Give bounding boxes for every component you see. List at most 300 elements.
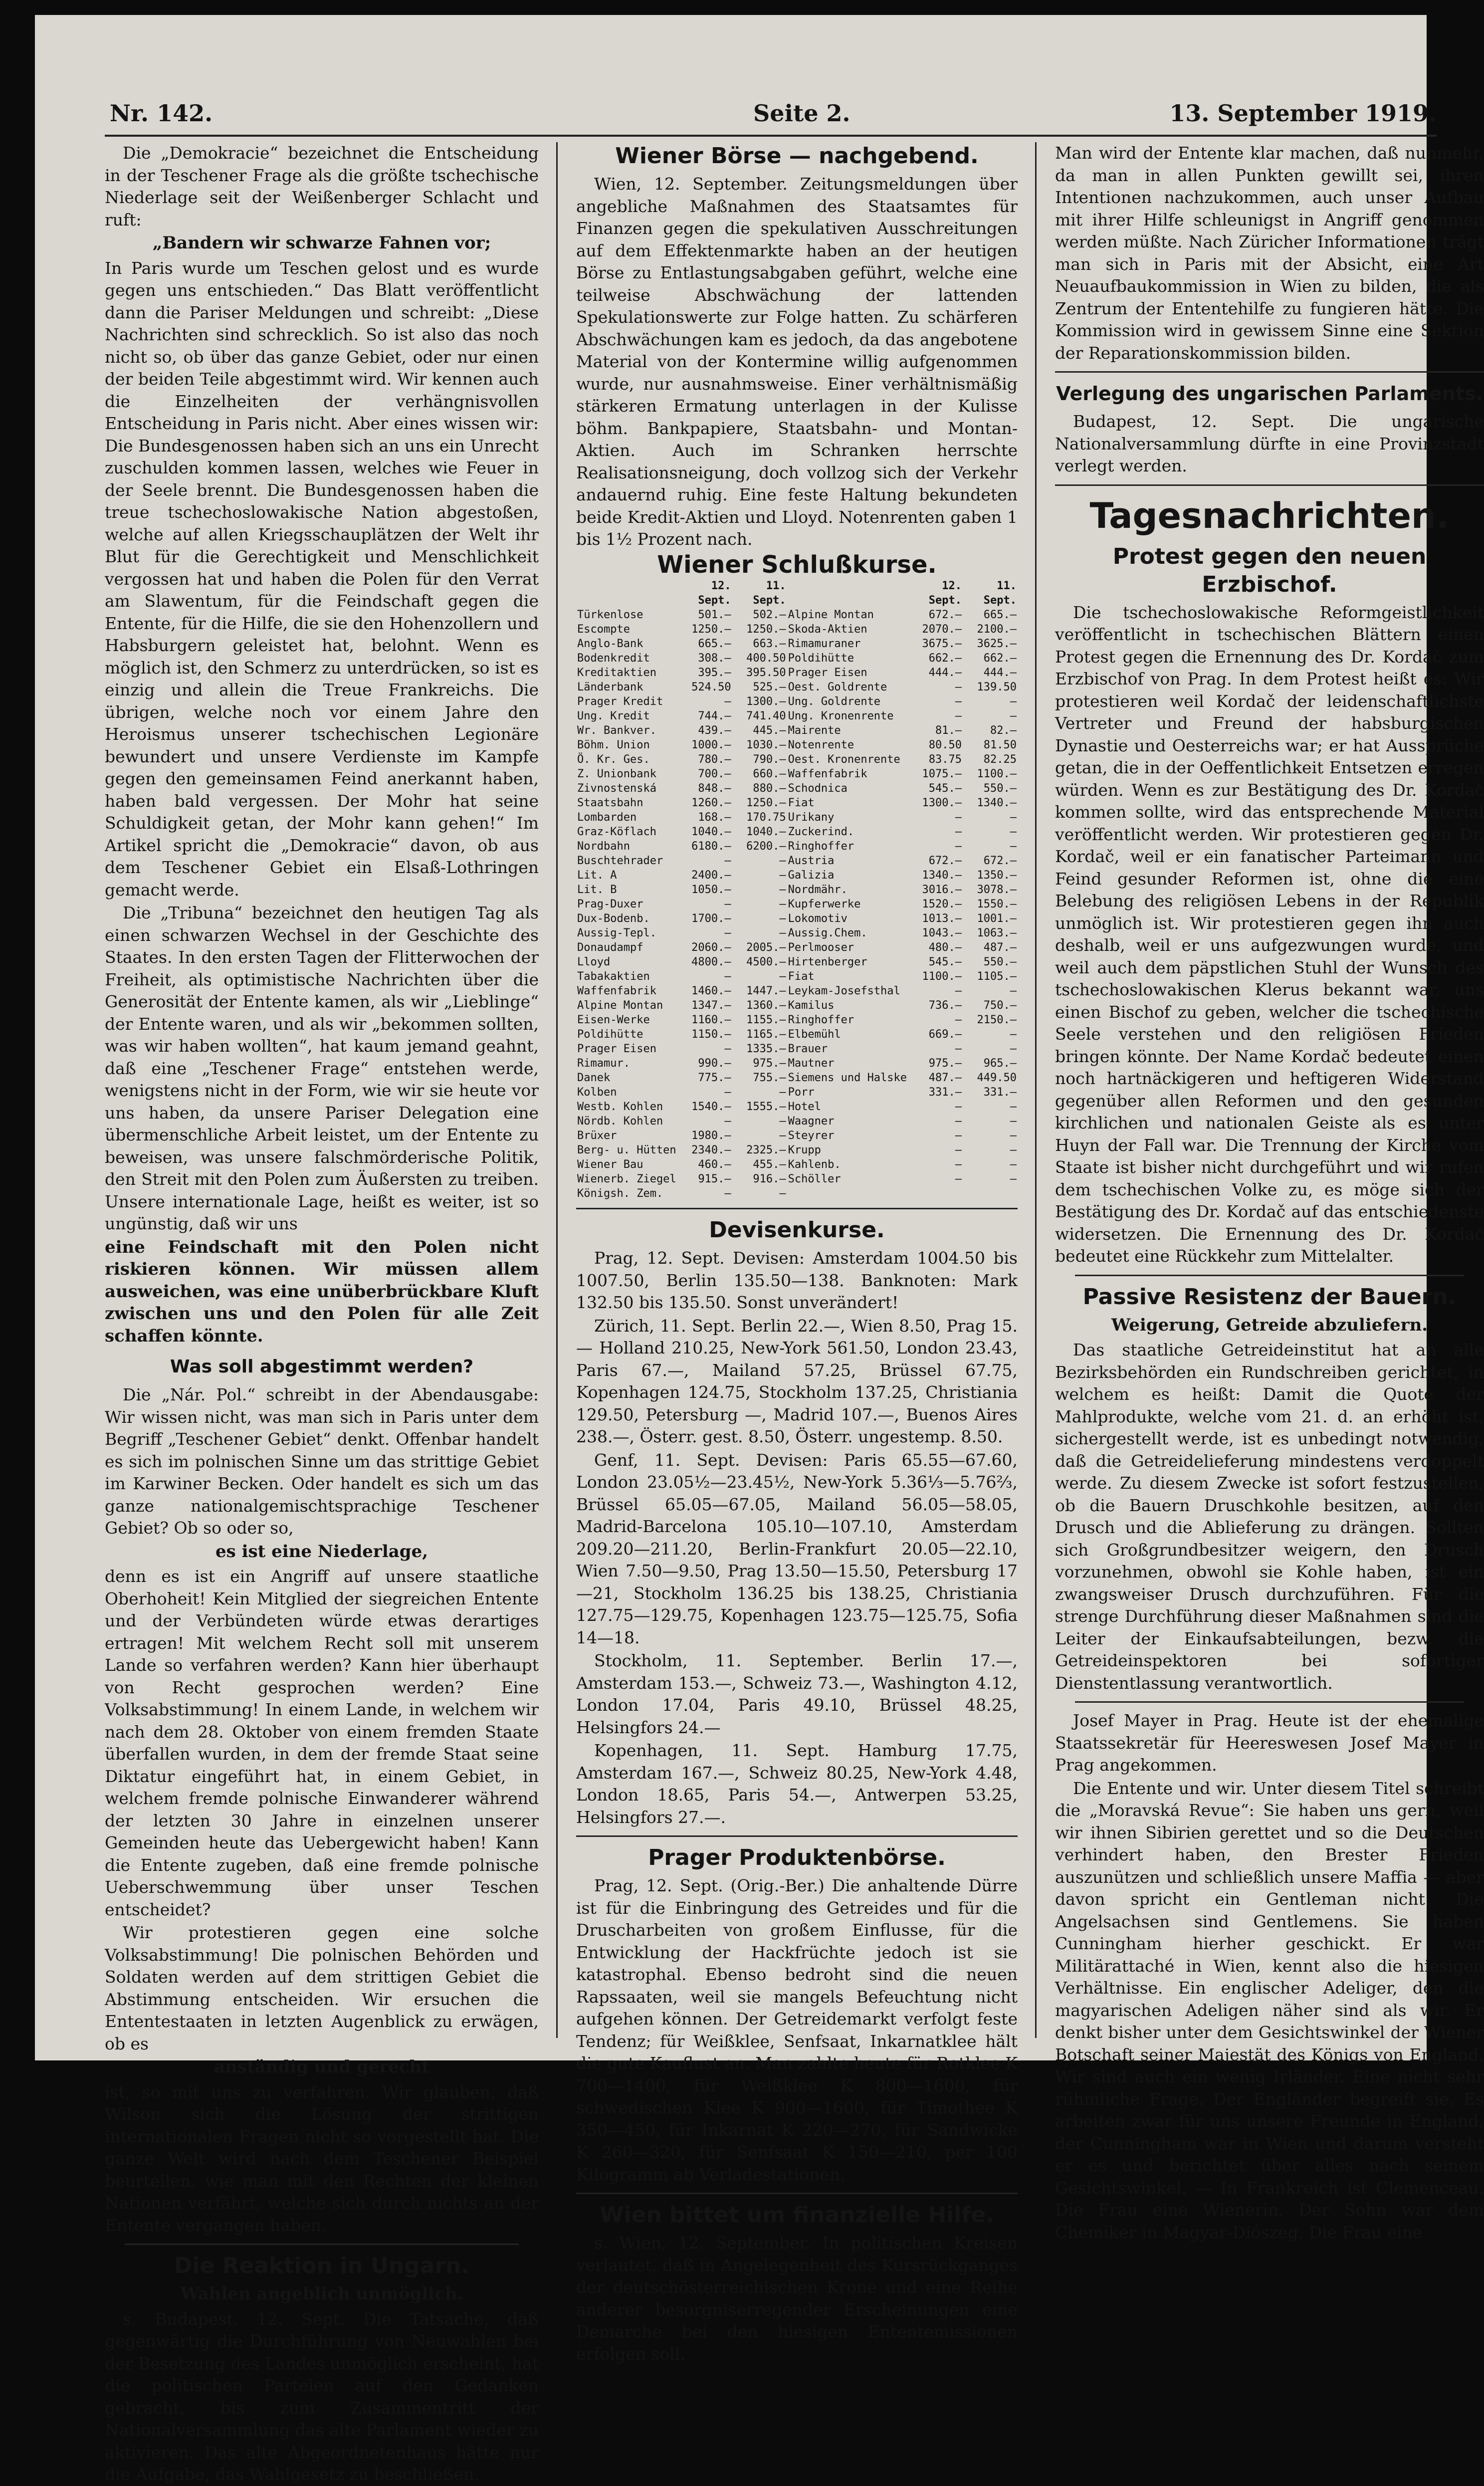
stock-price: — — [779, 912, 786, 925]
table-row — [576, 1157, 1018, 1172]
currency-report: Zürich, 11. Sept. Berlin 22.—, Wien 8.50, Prag 15.— Holland 210.25, New-York 561.50, London 23.43, Paris 67.—, Mailand 57.25, Brüssel 67.75, Kopenhagen 124.75, Stockholm 137.25, Christiania 129.50, Petersburg —, Madrid 107.—, Buenos Aires 238.—, Österr. gest. 8.50, Österr. ungestemp. 8.50. — [576, 1316, 1018, 1446]
stock-name: Aussig.Chem. — [788, 927, 867, 939]
stock-name — [787, 1186, 908, 1201]
stock-price: 755.— — [753, 1072, 786, 1084]
stock-price: 1340.— — [977, 797, 1017, 809]
stock-price: 139.50 — [977, 681, 1017, 693]
stock-name: Kolben — [577, 1086, 617, 1099]
stock-name: Donaudampf — [577, 941, 643, 954]
stock-price: — — [955, 681, 962, 693]
stock-name: Zuckerind. — [788, 826, 854, 838]
stock-name: Lombarden — [577, 811, 637, 824]
table-row — [576, 637, 1018, 651]
stock-price: 6180.— — [691, 840, 731, 853]
stock-price: — — [1010, 1158, 1017, 1171]
stock-price: — — [724, 1115, 731, 1128]
headline: Protest gegen den neuen Erzbischof. — [1112, 543, 1427, 597]
subheading: es ist eine Niederlage, — [215, 1541, 428, 1562]
stock-price: 1700.— — [691, 912, 731, 925]
stock-name: Ung. Kredit — [577, 710, 650, 722]
stock-name: Böhm. Union — [577, 739, 650, 751]
stock-price: 2325.— — [746, 1144, 786, 1156]
stock-price: 82.25 — [983, 753, 1017, 766]
stock-price: — — [1010, 1028, 1017, 1041]
stock-price: 81.50 — [983, 739, 1017, 751]
stock-price: 2070.— — [922, 623, 962, 636]
stock-price: — — [724, 1086, 731, 1099]
article-text: Wien, 12. September. Zeitungsmeldungen über angebliche Maßnahmen des Staatsamtes für Finanzen gegen die spekulativen Ausschreitungen auf dem Effektenmarkte haben an der heutigen Börse zu Entlastungsabgaben geführt, welche eine teilweise Abschwächung der lattenden Spekulationswerte zur Folge hatten. Zu schärferen Abschwächungen kam es jedoch, da das angebotene Material von der Kontermine willig aufgenommen wurde, nur ausnahmsweise. Einer verhältnismäßig stärkeren Ermatung unterlagen in der Kulisse böhm. Bankpapiere, Staatsbahn- und Montan-Aktien. Auch im Schranken herrschte Realisationsneigung, doch vollzog sich der Verkehr andauernd ruhig. Eine feste Haltung bekundeten beide Kredit-Aktien und Lloyd. Notenrenten gaben 1 bis 1½ Prozent nach. — [576, 174, 1018, 549]
stock-name: Hirtenberger — [788, 956, 867, 968]
stock-price: 665.— — [698, 638, 731, 650]
table-row — [576, 694, 1018, 709]
stock-name: Brauer — [788, 1043, 828, 1055]
stock-price: — — [955, 840, 962, 853]
stock-price: 449.50 — [977, 1072, 1017, 1084]
stock-name: Ringhoffer — [788, 840, 854, 853]
stock-name: Kreditaktien — [577, 667, 656, 679]
stock-price: — — [1010, 695, 1017, 708]
stock-name: Prager Eisen — [577, 1043, 656, 1055]
stock-name: Leykam-Josefsthal — [788, 985, 900, 997]
stock-price: 1030.— — [746, 739, 786, 751]
stock-name: Oest. Goldrente — [788, 681, 887, 693]
stock-price: 1075.— — [922, 768, 962, 780]
stock-name: Dux-Bodenb. — [577, 912, 650, 925]
table-row — [576, 810, 1018, 825]
article-text: Die „Tribuna“ bezeichnet den heutigen Tag als einen schwarzen Wechsel in der Geschichte des Staates. In den ersten Tagen der Flitterwochen der Freiheit, als optimistische Nachrichten über die Generosität der Entente kamen, als wir „Lieblinge“ der Entente waren, und als wir „bekommen sollten, was wir haben wollten“, hat kaum jemand geahnt, daß eine „Teschener Frage“ entstehen werde, wenigstens nicht in der Form, wie wir sie heute vor uns haben, da unsere Pariser Delegation eine übermenschliche Arbeit leistet, um der Entente zu beweisen, was unsere falschmörderische Politik, den Streit mit den Polen zum Äußersten zu treiben. Unsere internationale Lage, heißt es weiter, ist so ungünstig, daß wir uns — [105, 903, 539, 1233]
stock-name: Waffenfabrik — [577, 985, 656, 997]
table-row — [576, 1013, 1018, 1027]
stock-price: 1460.— — [691, 985, 731, 997]
stock-name: Fiat — [788, 970, 815, 983]
table-row — [576, 839, 1018, 854]
stock-name: Wiener Bau — [577, 1158, 643, 1171]
stock-price: — — [955, 710, 962, 722]
table-row — [576, 940, 1018, 955]
stock-name: Ung. Kronenrente — [788, 710, 894, 722]
article-text: Die „Demokracie“ bezeichnet die Entscheidung in der Teschener Frage als die größte tschechische Niederlage seit der Weißenberger Schlacht und ruft: — [105, 143, 539, 229]
stock-price: 1000.— — [691, 739, 731, 751]
stock-price: 1540.— — [691, 1101, 731, 1113]
stock-price: 1155.— — [746, 1014, 786, 1026]
table-row — [576, 1100, 1018, 1114]
table-row — [576, 1186, 1018, 1201]
stock-name: Lit. A — [577, 869, 617, 882]
stock-name: Tabakaktien — [577, 970, 650, 983]
headline: Verlegung des ungarischen Parlaments. — [1056, 383, 1483, 405]
stock-name: Staatsbahn — [577, 797, 643, 809]
stock-price: — — [1010, 840, 1017, 853]
stock-price: — — [724, 1187, 731, 1200]
table-row — [576, 666, 1018, 680]
separator — [1075, 1275, 1464, 1276]
stock-price: — — [1010, 1173, 1017, 1185]
stock-price: — — [955, 1115, 962, 1128]
stock-name: Berg- u. Hütten — [577, 1144, 676, 1156]
stock-price: 1165.— — [746, 1028, 786, 1041]
stock-name: Steyrer — [788, 1130, 835, 1142]
stock-price: — — [779, 1187, 786, 1200]
article-text: Prag, 12. Sept. (Orig.-Ber.) Die anhaltende Dürre ist für die Einbringung des Getreides und für die Druscharbeiten von großem Einflusse, für die Entwicklung der Hackfrüchte jedoch ist sie katastrophal. Ebenso bedroht sind die neuen Rapssaaten, weil sie mangels Befeuchtung nicht aufgehen können. Der Getreidemarkt verfolgt feste Tendenz; für Weißklee, Senfsaat, Inkarnatklee hält die gute Kauflust an. Man zahlte heute für Rotklee K 700—1400, für Weißklee K 800—1600, für schwedischen Klee K 900—1600, für Timothee K 350—450, für Inkarnat K 220—270, für Sandwicke K 260—320, für Senfsaat K 150—210, per 100 Kilogramm ab Verladestationen. — [576, 1876, 1018, 2184]
stock-name: Eisen-Werke — [577, 1014, 650, 1026]
stock-name: Türkenlose — [577, 609, 643, 621]
table-row — [576, 1129, 1018, 1143]
stock-price: 3625.— — [977, 638, 1017, 650]
stock-price: 1150.— — [691, 1028, 731, 1041]
stock-price: — — [724, 695, 731, 708]
stock-price: 1340.— — [922, 869, 962, 882]
stock-price: 780.— — [698, 753, 731, 766]
stock-name: Kahlenb. — [788, 1158, 841, 1171]
stock-price: — — [1010, 985, 1017, 997]
stock-name: Z. Unionbank — [577, 768, 656, 780]
column-header: 11. Sept. — [753, 580, 786, 607]
table-header-row — [576, 579, 1018, 608]
article-text: Budapest, 12. Sept. Die ungarische Nationalversammlung dürfte in eine Provinzstadt verlegt werden. — [1055, 412, 1484, 475]
stock-price: 444.— — [928, 667, 962, 679]
stock-price: 545.— — [928, 782, 962, 795]
stock-name: Oest. Kronenrente — [788, 753, 900, 766]
table-row — [576, 767, 1018, 781]
stock-price: 545.— — [928, 956, 962, 968]
article-text: Die „Nár. Pol.“ schreibt in der Abendausgabe: Wir wissen nicht, was man sich in Paris unter dem Begriff „Teschener Gebiet“ denkt. Offenbar handelt es sich im polnischen Sinne um das strittige Gebiet im Karwiner Becken. Oder handelt es sich um das ganze nationalgemischtsprachige Teschener Gebiet? Ob so oder so, — [105, 1385, 539, 1538]
page-number: Seite 2. — [753, 100, 850, 127]
stock-name: Bodenkredit — [577, 652, 650, 665]
separator — [576, 1208, 1018, 1209]
stock-price: 744.— — [698, 710, 731, 722]
table-row — [576, 1114, 1018, 1129]
stock-price — [908, 1186, 963, 1201]
stock-name: Brüxer — [577, 1130, 617, 1142]
table-row — [576, 723, 1018, 738]
stock-name: Lloyd — [577, 956, 611, 968]
stock-price: 81.— — [935, 724, 962, 737]
stock-name: Buschtehrader — [577, 855, 663, 867]
stock-name: Skoda-Aktien — [788, 623, 867, 636]
stock-price: 480.— — [928, 941, 962, 954]
stock-price: 524.50 — [691, 681, 731, 693]
stock-price: 665.— — [983, 609, 1017, 621]
news-item: Die Entente und wir. Unter diesem Titel schreibt die „Moravská Revue“: Sie haben uns gern, weil wir ihnen Sibirien gerettet und so die Deutschen verhindert haben, den Brester Frieden auszunützen und schließlich unsere Maffia — aber davon spricht ein Gentleman nicht. Die Angelsachsen sind Gentlemens. Sie haben Cunningham hierher geschickt. Er war Militärattaché in Wien, kennt also die hiesigen Verhältnisse. Ein englischer Adeliger, den die magyarischen Adeligen näher sind als wir. Er denkt bisher unter dem Gesichtswinkel der Wiener Botschaft seiner Majestät des Königs von England. Wir sind auch ein wenig Irländer. Eine nicht sehr rühmliche Frage. Der Engländer begreift sie. Es arbeiten zwar für uns unsere Freunde in England, der Cunningham war in Wien und darum versteht er es und berichtet über alles nach seinem Gesichtswinkel. — In Frankreich ist Clemenceau. Die Frau eine Wienerin. Der Sohn war dem Chemiker in Magyar-Diószeg. Die Frau eine — [1055, 1778, 1484, 2242]
table-row — [576, 984, 1018, 998]
stock-price: 501.— — [698, 609, 731, 621]
stock-name: Wr. Bankver. — [577, 724, 656, 737]
headline: Prager Produktenbörse. — [648, 1845, 946, 1870]
stock-price: 331.— — [983, 1086, 1017, 1099]
stock-name: Mairente — [788, 724, 841, 737]
table-row — [576, 969, 1018, 984]
stock-price: 460.— — [698, 1158, 731, 1171]
table-row — [576, 911, 1018, 926]
stock-name: Ö. Kr. Ges. — [577, 753, 650, 766]
stock-price: — — [724, 927, 731, 939]
stock-name: Perlmooser — [788, 941, 854, 954]
stock-price: 1050.— — [691, 884, 731, 896]
stock-price: 82.— — [990, 724, 1017, 737]
table-row — [576, 608, 1018, 622]
stock-price: — — [1010, 710, 1017, 722]
stock-price: 1013.— — [922, 912, 962, 925]
stock-price: 741.40 — [746, 710, 786, 722]
stock-price: 662.— — [928, 652, 962, 665]
stock-price: 550.— — [983, 956, 1017, 968]
stock-price: 445.— — [753, 724, 786, 737]
separator — [1055, 484, 1484, 486]
stock-price: 1105.— — [977, 970, 1017, 983]
stock-price: 3675.— — [922, 638, 962, 650]
stock-price: 990.— — [698, 1057, 731, 1070]
stock-price: 487.— — [983, 941, 1017, 954]
stock-name: Zivnostenská — [577, 782, 656, 795]
stock-name: Alpine Montan — [577, 999, 663, 1012]
separator — [125, 2244, 519, 2245]
headline: Wien bittet um finanzielle Hilfe. — [600, 2202, 994, 2228]
stock-name: Ringhoffer — [788, 1014, 854, 1026]
stock-price: 170.75 — [746, 811, 786, 824]
stock-price: — — [1010, 1043, 1017, 1055]
stock-price: 2005.— — [746, 941, 786, 954]
stock-price: — — [779, 927, 786, 939]
stock-price: 1520.— — [922, 898, 962, 910]
stock-price: 790.— — [753, 753, 786, 766]
stock-price: 550.— — [983, 782, 1017, 795]
stock-price: — — [1010, 1101, 1017, 1113]
stock-price: — — [779, 898, 786, 910]
stock-price: — — [955, 1043, 962, 1055]
stock-price: — — [779, 869, 786, 882]
stock-price: 331.— — [928, 1086, 962, 1099]
quote-heading: „Bandern wir schwarze Fahnen vor; — [152, 233, 491, 253]
stock-name: Galizia — [788, 869, 835, 882]
stock-name: Austria — [788, 855, 835, 867]
stock-name: Königsh. Zem. — [577, 1187, 663, 1200]
stock-price: 2340.— — [691, 1144, 731, 1156]
subheadline: Wahlen angeblich unmöglich. — [180, 2284, 463, 2304]
news-item: Josef Mayer in Prag. Heute ist der ehemalige Staatssekretär für Heereswesen Josef Mayer in Prag angekommen. — [1055, 1711, 1484, 1775]
table-row — [576, 897, 1018, 911]
stock-price: 736.— — [928, 999, 962, 1012]
section-title: Tagesnachrichten. — [1089, 495, 1450, 536]
stock-price: — — [724, 855, 731, 867]
stock-name: Aussig-Tepl. — [577, 927, 656, 939]
table-row — [576, 1042, 1018, 1056]
stock-price: — — [779, 1115, 786, 1128]
stock-name: Waagner — [788, 1115, 835, 1128]
stock-price: — — [1010, 1130, 1017, 1142]
stock-name: Schöller — [788, 1173, 841, 1185]
stock-price: 915.— — [698, 1173, 731, 1185]
stock-name: Nördb. Kohlen — [577, 1115, 663, 1128]
stock-name: Nordmähr. — [788, 884, 848, 896]
column-right — [1055, 142, 1484, 2242]
table-row — [576, 651, 1018, 666]
table-row — [576, 998, 1018, 1013]
stock-price: — — [779, 1130, 786, 1142]
stock-price: — — [1010, 1115, 1017, 1128]
article-text: s. Budapest, 12. Sept. Die Tatsache, daß gegenwärtig die Durchführung von Neuwahlen bei der Besetzung des Landes unmöglich erscheint, hat die politischen Parteien auf den Gedanken gebracht, bis zum Zusammentritt der Nationalversammlung das alte Parlament wieder zu aktivieren. Das alte Abgeordnetenhaus hätte nur die Aufgabe, das Wahlgesetz zu beschließen. — [105, 2309, 539, 2484]
stock-price: 168.— — [698, 811, 731, 824]
article-text: Die tschechoslowakische Reformgeistlichkeit veröffentlicht in tschechischen Blättern einen Protest gegen die Ernennung des Dr. Kordač zum Erzbischof von Prag. In dem Protest heißt es: Wir protestieren weil Kordač der leidenschaftlichste Vertreter und Freund der habsburgischen Dynastie und Oesterreichs war; er hat Aussprüche getan, die in der Oeffentlichkeit Entsetzen erregen würden. Wenn es zur Bestätigung des Dr. Kordač kommen sollte, wird das entsprechende Material veröffentlicht werden. Wir protestieren gegen Dr. Kordač, weil er ein fanatischer Parteimann und Feind gesunder Reformen ist, ohne die eine Belebung des religiösen Lebens in der Republik unmöglich ist. Wir protestieren gegen ihn auch deshalb, weil er uns aufgezwungen wurde, und weil auch dem päpstlichen Stuhl der Wunsch des tschechoslowakischen Klerus bekannt war, uns einen Bischof zu geben, welcher die tschechische Seele verstehen und den religiösen Frieden bringen könnte. Der Name Kordač bedeutet einen noch hartnäckigeren und heftigeren Widerstand gegenüber allen Reformen und den gesunden kirchlichen und nationalen Geiste als es unter Huyn der Fall war. Die Trennung der Kirche vom Staate ist bisher nicht durchgeführt und wir rufen dem tschechischen Volke zu, es möge sich der Bestätigung des Dr. Kordač auf das entschiedenste widersetzen. Die Ernennung des Dr. Kordač bedeutet eine Rückkehr zum Mittelalter. — [1055, 602, 1484, 1266]
stock-price: 1040.— — [746, 826, 786, 838]
stock-price: 1001.— — [977, 912, 1017, 925]
stock-price: 80.50 — [928, 739, 962, 751]
stock-price: — — [1010, 826, 1017, 838]
bold-statement: eine Feindschaft mit den Polen nicht riskieren können. Wir müssen allem ausweichen, was eine unüberbrückbare Kluft zwischen uns und den Polen für alle Zeit schaffen könnte. — [105, 1237, 539, 1346]
article-text: Wir protestieren gegen eine solche Volksabstimmung! Die polnischen Behörden und Soldaten werden auf dem strittigen Gebiet die Abstimmung entscheiden. Wir ersuchen die Ententestaaten in letzten Augenblick zu erwägen, ob es — [105, 1923, 539, 2053]
stock-price: 663.— — [753, 638, 786, 650]
issue-date: 13. September 1919. — [1169, 100, 1437, 127]
article-text: Man wird der Entente klar machen, daß nunmehr, da man in allen Punkten gewillt sei, ihren Intentionen nachzukommen, auch unser Aufbau mit ihrer Hilfe schleunigst in Angriff genommen werden müßte. Nach Züricher Informationen trägt man sich in Paris mit der Absicht, eine Art Neuaufbaukommission in Wien zu bilden, die als Zentrum der Ententehilfe zu fungieren hätte. Die Kommission wird in gewissem Sinne eine Sektion der Reparationskommission bilden. — [1055, 143, 1484, 363]
stock-price: 848.— — [698, 782, 731, 795]
stock-price: — — [779, 970, 786, 983]
stock-price: 6200.— — [746, 840, 786, 853]
stock-name: Rimamur. — [577, 1057, 630, 1070]
stock-price: 975.— — [753, 1057, 786, 1070]
stock-name: Anglo-Bank — [577, 638, 643, 650]
table-row — [576, 1056, 1018, 1071]
stock-price: 1347.— — [691, 999, 731, 1012]
stock-price: 1250.— — [746, 623, 786, 636]
stock-price: — — [955, 826, 962, 838]
headline: Die Reaktion in Ungarn. — [174, 2253, 470, 2278]
article-text: Das staatliche Getreideinstitut hat an alle Bezirksbehörden ein Rundschreiben gerichtet, in welchem es heißt: Damit die Quote der Mahlprodukte, welche vom 21. d. an erhöht ist, sichergestellt werde, ist es unbedingt notwendig, daß die Getreidelieferung mindestens verdoppelt werde. Zu diesem Zwecke ist sofort festzustellen, ob die Bauern Druschkohle besitzen, auf den Drusch und die Ablieferung zu drängen. Sollten sich Großgrundbesitzer weigern, den Drusch vorzunehmen, obwohl sie Kohle haben, ist ein zwangsweiser Drusch durchzuführen. Für die strenge Durchführung dieser Maßnahmen sind die Leiter der Einkaufsabteilungen, bezw. die Getreideinspektoren bei sofortiger Dienstentlassung verantwortlich. — [1055, 1340, 1484, 1693]
stock-price: — — [955, 1014, 962, 1026]
stock-price: 672.— — [928, 855, 962, 867]
stock-name: Elbemühl — [788, 1028, 841, 1041]
stock-price: 775.— — [698, 1072, 731, 1084]
stock-price: 1300.— — [746, 695, 786, 708]
stock-price: 4500.— — [746, 956, 786, 968]
stock-price: 672.— — [983, 855, 1017, 867]
stock-price: — — [1010, 811, 1017, 824]
stock-name: Poldihütte — [788, 652, 854, 665]
section-heading: Was soll abgestimmt werden? — [170, 1356, 474, 1377]
currency-report: Stockholm, 11. September. Berlin 17.—, Amsterdam 153.—, Schweiz 73.—, Washington 4.12, London 17.04, Paris 49.10, Brüssel 48.25, Helsingfors 24.— — [576, 1651, 1018, 1737]
stock-price: 700.— — [698, 768, 731, 780]
stock-price: — — [724, 970, 731, 983]
table-row — [576, 854, 1018, 868]
stock-name: Prag-Duxer — [577, 898, 643, 910]
subheading: anständig und gerecht — [214, 2057, 429, 2077]
table-row — [576, 796, 1018, 810]
stock-price: 1980.— — [691, 1130, 731, 1142]
stock-price: 525.— — [753, 681, 786, 693]
stock-name: Wienerb. Ziegel — [577, 1173, 676, 1185]
stock-price: 880.— — [753, 782, 786, 795]
stock-price: 669.— — [928, 1028, 962, 1041]
stock-price: 1350.— — [977, 869, 1017, 882]
stock-name: Porr — [788, 1086, 815, 1099]
stock-price: 1360.— — [746, 999, 786, 1012]
stock-price: 1100.— — [977, 768, 1017, 780]
column-middle — [576, 142, 1018, 2364]
column-header: 12. Sept. — [698, 580, 731, 607]
stock-price: — — [779, 1086, 786, 1099]
stock-price: 439.— — [698, 724, 731, 737]
stock-name: Krupp — [788, 1144, 821, 1156]
stock-price: 4800.— — [691, 956, 731, 968]
article-text: denn es ist ein Angriff auf unsere staatliche Oberhoheit! Kein Mitglied der siegreichen Entente und der Verbündeten würde etwas derartiges ertragen! Mit welchem Recht soll mit unserem Lande so verfahren werden? Kann hier überhaupt von Recht gesprochen werden? Eine Volksabstimmung! In einem Lande, in welchem wir nach dem 28. Oktober von einem fremden Staate überfallen wurden, in dem der fremde Staat seine Diktatur eingeführt hat, in einem Gebiet, in welchem fremde polnische Einwanderer während der letzten 30 Jahre in einzelnen unserer Gemeinden heute das Uebergewicht haben! Kann die Entente zugeben, daß eine fremde polnische Ueberschwemmung über unser Teschen entscheidet? — [105, 1567, 539, 1919]
currency-report: Prag, 12. Sept. Devisen: Amsterdam 1004.50 bis 1007.50, Berlin 135.50—138. Banknoten: Mark 132.50 bis 135.50. Sonst unverändert! — [576, 1248, 1018, 1312]
stock-name: Waffenfabrik — [788, 768, 867, 780]
stock-price: 1040.— — [691, 826, 731, 838]
stock-name: Prager Eisen — [788, 667, 867, 679]
table-row — [576, 825, 1018, 839]
headline: Wiener Börse — nachgebend. — [615, 143, 979, 169]
stock-price — [963, 1186, 1018, 1201]
stock-price: 3078.— — [977, 884, 1017, 896]
stock-name: Notenrente — [788, 739, 854, 751]
stock-price: 395.50 — [746, 667, 786, 679]
stock-name: Lokomotiv — [788, 912, 848, 925]
separator — [1075, 1701, 1464, 1703]
stock-price: — — [955, 1173, 962, 1185]
stock-price: — — [955, 1101, 962, 1113]
stock-name: Poldihütte — [577, 1028, 643, 1041]
stock-price: 2150.— — [977, 1014, 1017, 1026]
stock-price: 1550.— — [977, 898, 1017, 910]
column-left — [105, 142, 539, 2484]
section-heading: Devisenkurse. — [709, 1217, 885, 1243]
column-rule-1 — [556, 142, 558, 2038]
stock-price: 1260.— — [691, 797, 731, 809]
table-row — [576, 926, 1018, 940]
stock-name: Länderbank — [577, 681, 643, 693]
article-text: ist, so mit uns zu verfahren. Wir glauben, daß Wilson sich die Lösung der strittigen internationalen Fragen nicht so vorgestellt hat. Die ganze Welt wird nach dem Teschener Beispiel beurteilen, wie man mit den Rechten der kleinen Nationen verfährt, welche sich durch nichts an der Entente vergangen haben. — [105, 2082, 539, 2235]
stock-price: 1043.— — [922, 927, 962, 939]
stock-name: Westb. Kohlen — [577, 1101, 663, 1113]
stock-name: Danek — [577, 1072, 611, 1084]
stock-price: 1250.— — [746, 797, 786, 809]
table-row — [576, 955, 1018, 969]
table-row — [576, 1143, 1018, 1157]
stock-price: 1555.— — [746, 1101, 786, 1113]
stock-price: 3016.— — [922, 884, 962, 896]
stock-name: Fiat — [788, 797, 815, 809]
stock-price: 487.— — [928, 1072, 962, 1084]
newspaper-page — [35, 15, 1484, 2484]
stock-name: Hotel — [788, 1101, 821, 1113]
currency-report: Kopenhagen, 11. Sept. Hamburg 17.75, Amsterdam 167.—, Schweiz 80.25, New-York 4.48, London 18.65, Paris 54.—, Antwerpen 53.25, Helsingfors 27.—. — [576, 1741, 1018, 1827]
stock-price: — — [724, 898, 731, 910]
stock-price: 2060.— — [691, 941, 731, 954]
table-row — [576, 622, 1018, 637]
stock-price: 662.— — [983, 652, 1017, 665]
separator — [1055, 371, 1484, 373]
table-row — [576, 1172, 1018, 1186]
stock-name: Ung. Goldrente — [788, 695, 881, 708]
headline: Passive Resistenz der Bauern. — [1082, 1284, 1457, 1310]
column-header: 12. Sept. — [928, 580, 962, 607]
stock-price: 1447.— — [746, 985, 786, 997]
article-text: s. Wien, 12. September. In politischen Kreisen verlautet, daß in Angelegenheit des Kursrückganges der deutschösterreichischen Krone und eine Reihe anderer besorgniserregender Erscheinungen eine Demarche bei den hiesigen Ententemissionen erfolgen soll. — [576, 2233, 1018, 2364]
table-row — [576, 1085, 1018, 1100]
stock-price: — — [1010, 1144, 1017, 1156]
stock-name: Kupferwerke — [788, 898, 861, 910]
stock-price: 1160.— — [691, 1014, 731, 1026]
stock-name: Urikany — [788, 811, 835, 824]
stock-price: 1335.— — [746, 1043, 786, 1055]
stock-price: 444.— — [983, 667, 1017, 679]
stock-name: Graz-Köflach — [577, 826, 656, 838]
stock-price: 916.— — [753, 1173, 786, 1185]
table-title: Wiener Schlußkurse. — [657, 550, 937, 579]
stock-name: Lit. B — [577, 884, 617, 896]
stock-table — [576, 579, 1018, 1201]
table-row — [576, 752, 1018, 767]
page-header — [110, 95, 1437, 135]
subheadline: Weigerung, Getreide abzuliefern. — [1111, 1315, 1428, 1335]
